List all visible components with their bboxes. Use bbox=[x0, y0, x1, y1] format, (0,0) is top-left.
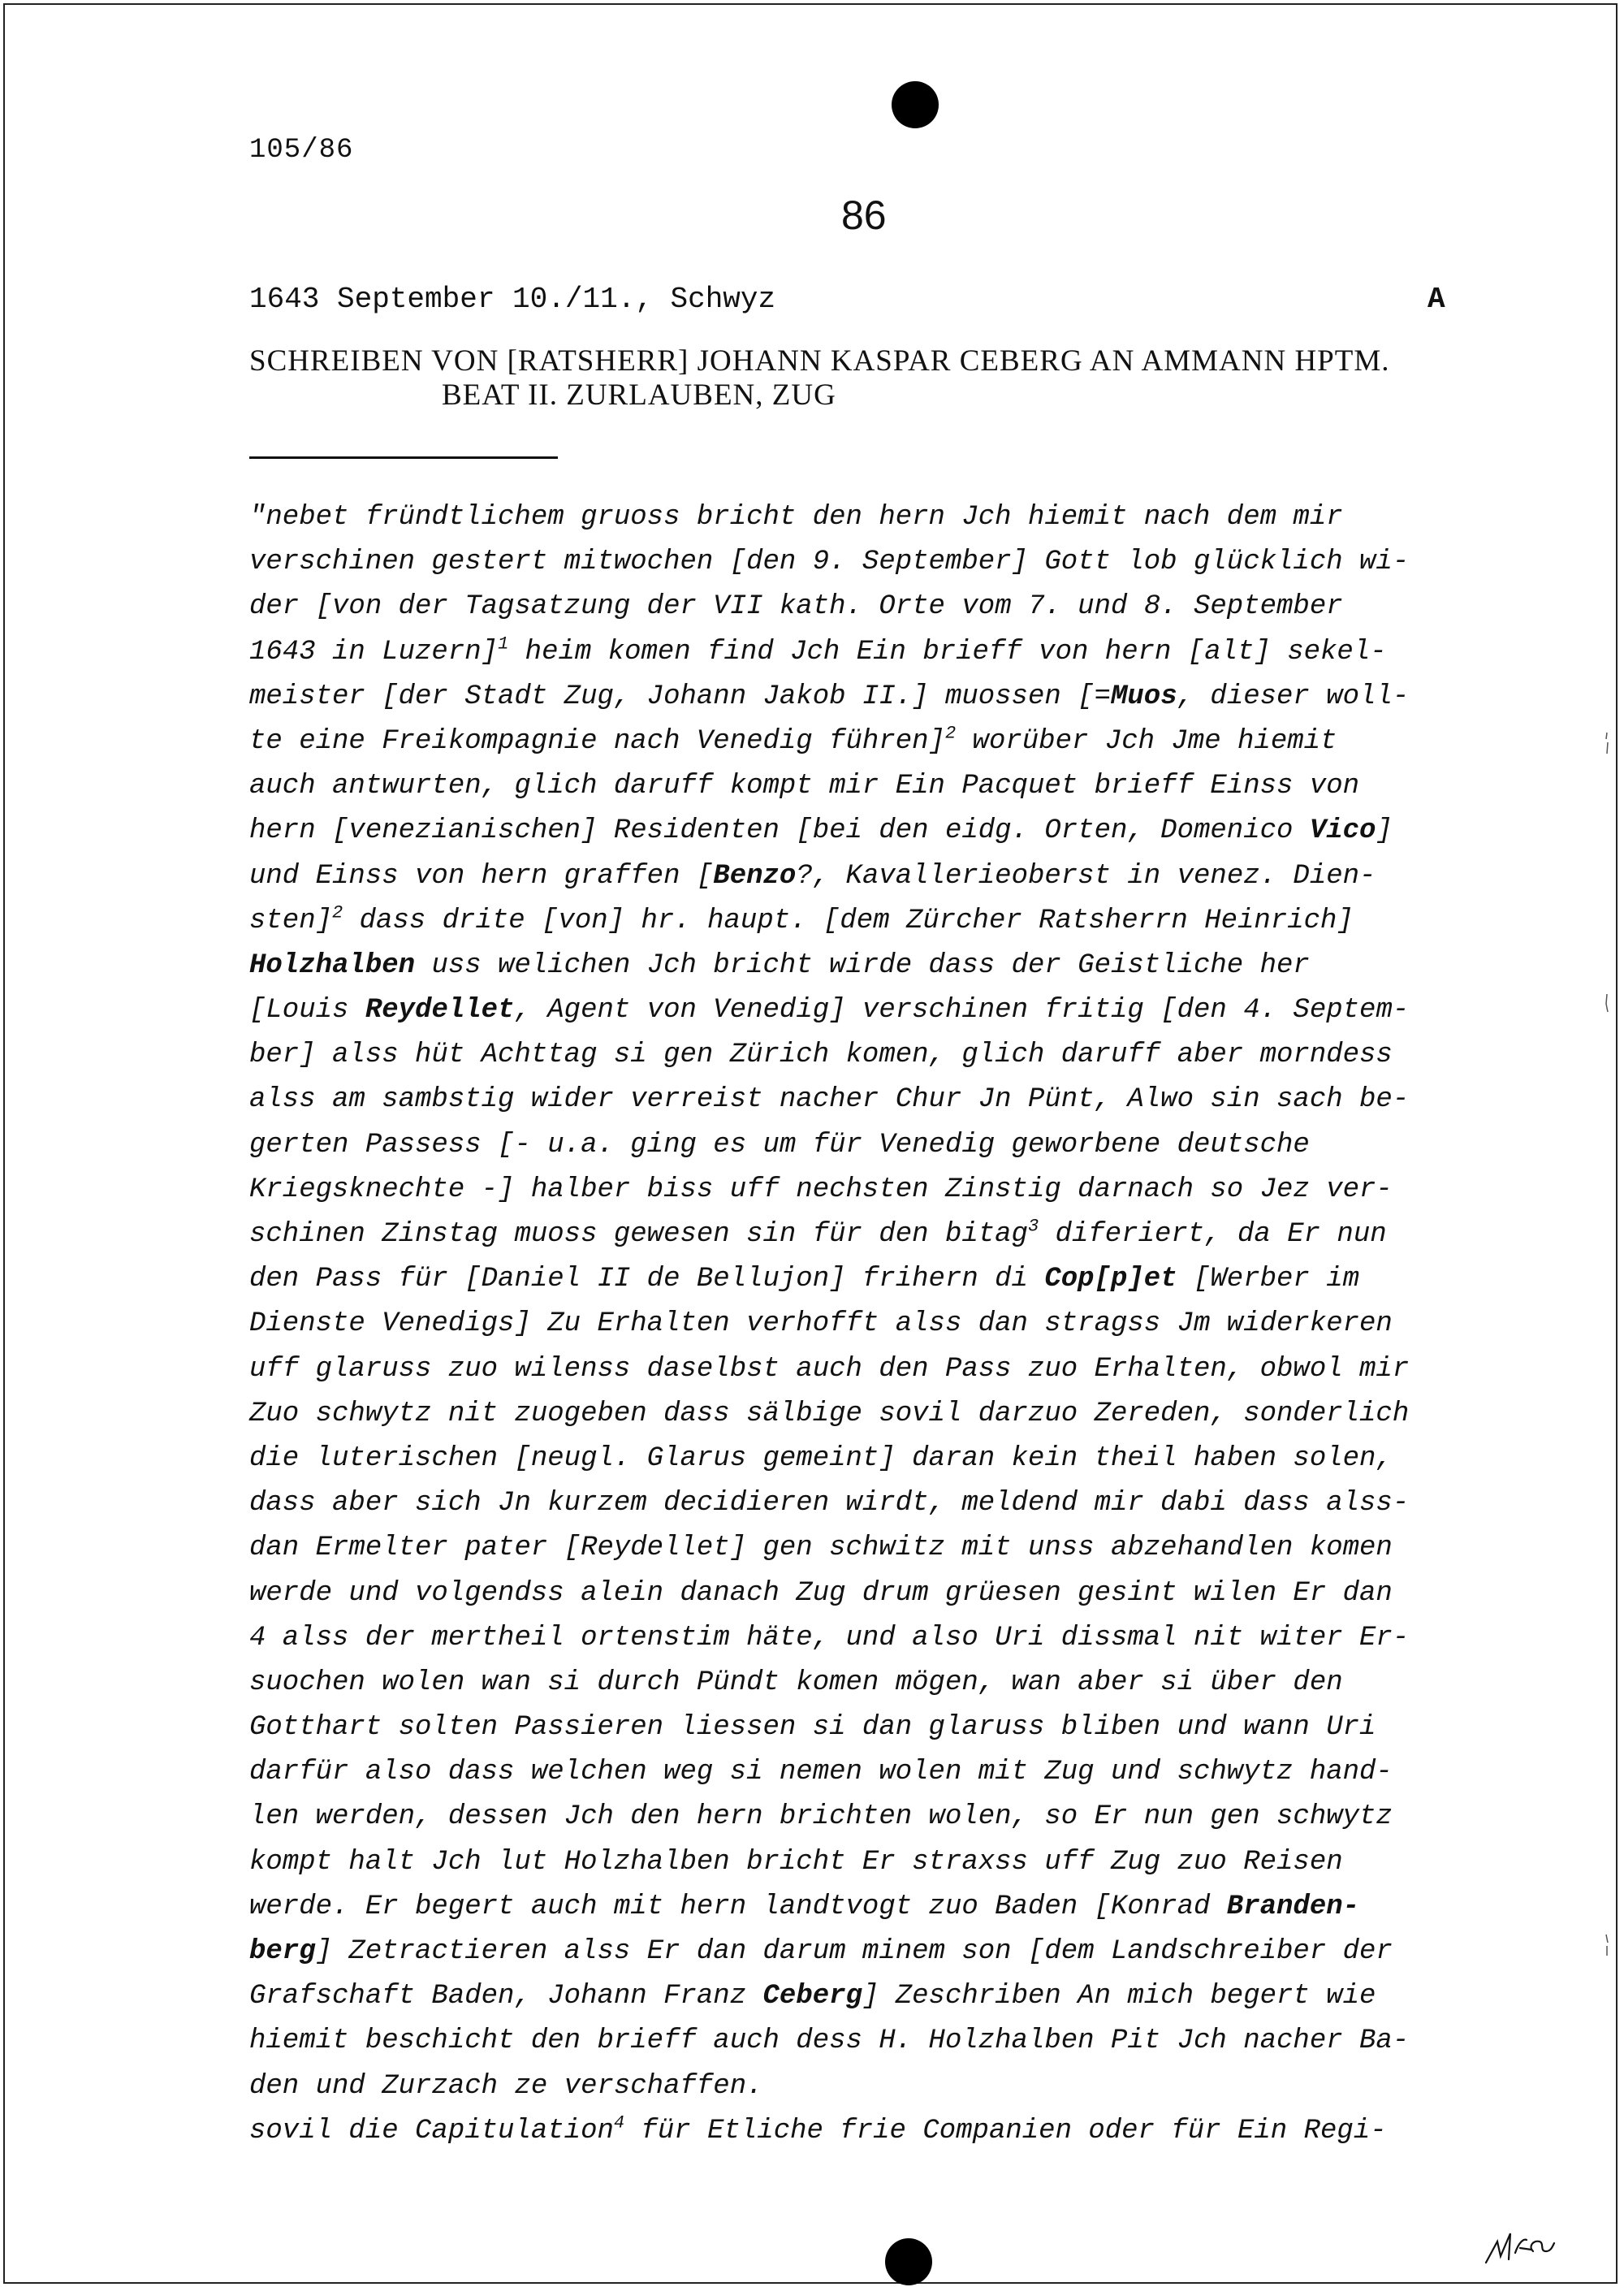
body-line bbox=[249, 1437, 1500, 1481]
body-line bbox=[249, 1930, 1500, 1974]
text-segment: werde und volgendss alein danach Zug drum grüesen gesint wilen Er dan bbox=[249, 1577, 1393, 1609]
document-heading bbox=[249, 344, 1390, 413]
body-line bbox=[249, 1347, 1500, 1392]
footnote-ref: 2 bbox=[332, 902, 343, 923]
text-segment: hern [venezianischen] Residenten [bei den eidg. Orten, Domenico bbox=[249, 815, 1310, 847]
body-line bbox=[249, 495, 1500, 540]
bold-name: berg bbox=[249, 1936, 316, 1967]
body-line bbox=[249, 720, 1500, 764]
body-line bbox=[249, 1706, 1500, 1750]
body-line bbox=[249, 1885, 1500, 1930]
text-segment: Gotthart solten Passieren liessen si dan glaruss bliben und wann Uri bbox=[249, 1712, 1376, 1744]
body-line bbox=[249, 1616, 1500, 1661]
body-line bbox=[249, 2019, 1500, 2064]
text-segment: darfür also dass welchen weg si nemen wolen mit Zug und schwytz hand- bbox=[249, 1757, 1393, 1788]
text-segment: ] bbox=[1376, 815, 1393, 847]
footnote-ref: 2 bbox=[944, 723, 957, 744]
body-line bbox=[249, 1795, 1500, 1840]
text-segment: verschinen gestert mitwochen [den 9. September] Gott lob glücklich wi- bbox=[249, 547, 1410, 578]
text-segment: dass aber sich Jn kurzem decidieren wirdt, meldend mir dabi dass alss- bbox=[249, 1488, 1410, 1520]
text-segment: kompt halt Jch lut Holzhalben bricht Er straxss uff Zug zuo Reisen bbox=[249, 1846, 1343, 1878]
text-segment: [Louis bbox=[249, 995, 365, 1027]
body-line bbox=[249, 899, 1500, 944]
body-line bbox=[249, 1572, 1500, 1616]
footnote-ref: 1 bbox=[498, 633, 509, 655]
text-segment: schinen Zinstag muoss gewesen sin für den bitag bbox=[249, 1219, 1028, 1250]
text-segment: len werden, dessen Jch den hern brichten wolen, so Er nun gen schwytz bbox=[249, 1801, 1393, 1833]
text-segment: Dienste Venedigs] Zu Erhalten verhofft alss dan stragss Jm widerkeren bbox=[249, 1308, 1393, 1340]
text-segment: Zuo schwytz nit zuogeben dass sälbige sovil darzuo Zereden, sonderlich bbox=[249, 1398, 1410, 1429]
text-segment: gerten Passess [- u.a. ging es um für Venedig geworbene deutsche bbox=[249, 1129, 1310, 1161]
body-line bbox=[249, 1392, 1500, 1437]
text-segment: diferiert, da Er nun bbox=[1039, 1219, 1387, 1250]
text-segment: hiemit beschicht den brieff auch dess H. Holzhalben Pit Jch nacher Ba- bbox=[249, 2025, 1410, 2057]
handwritten-initials bbox=[1483, 2224, 1557, 2266]
body-line bbox=[249, 630, 1500, 675]
body-line bbox=[249, 1840, 1500, 1885]
text-segment: ] Zetractieren alss Er dan darum minem son [dem Landschreiber der bbox=[315, 1936, 1393, 1967]
body-line bbox=[249, 944, 1500, 988]
body-line bbox=[249, 585, 1500, 629]
heading-line-1: SCHREIBEN VON [RATSHERR] JOHANN KASPAR CEBERG AN AMMANN HPTM. bbox=[249, 344, 1390, 378]
text-segment: uff glaruss zuo wilenss daselbst auch den Pass zuo Erhalten, obwol mir bbox=[249, 1353, 1410, 1385]
text-segment: te eine Freikompagnie nach Venedig führen] bbox=[249, 725, 945, 757]
letter-body bbox=[249, 495, 1500, 2154]
text-segment: meister [der Stadt Zug, Johann Jakob II.] muossen [= bbox=[249, 681, 1111, 712]
text-segment: die luterischen [neugl. Glarus gemeint] daran kein theil haben solen, bbox=[249, 1442, 1393, 1474]
margin-mark bbox=[1604, 991, 1610, 1015]
footnote-ref: 3 bbox=[1027, 1216, 1039, 1237]
bold-name: Reydellet bbox=[365, 995, 515, 1027]
bold-name: Holzhalben bbox=[249, 949, 416, 981]
text-segment: ] Zeschriben An mich begert wie bbox=[862, 1981, 1376, 2012]
bold-name: Benzo bbox=[713, 860, 797, 892]
body-line bbox=[249, 540, 1500, 585]
body-line bbox=[249, 809, 1500, 854]
text-segment: dan Ermelter pater [Reydellet] gen schwitz mit unss abzehandlen komen bbox=[249, 1533, 1393, 1564]
text-segment: sovil die Capitulation bbox=[249, 2115, 614, 2146]
text-segment: [Werber im bbox=[1177, 1264, 1360, 1295]
text-segment: , Agent von Venedig] verschinen fritig [den 4. Septem- bbox=[514, 995, 1410, 1027]
body-line bbox=[249, 988, 1500, 1033]
text-segment: uss welichen Jch bricht wirde dass der Geistliche her bbox=[415, 949, 1310, 981]
text-segment: 1643 in Luzern] bbox=[249, 636, 499, 668]
text-segment: den und Zurzach ze verschaffen. bbox=[249, 2070, 763, 2102]
body-line bbox=[249, 1123, 1500, 1168]
text-segment: auch antwurten, glich daruff kompt mir Ein Pacquet brieff Einss von bbox=[249, 771, 1360, 802]
text-segment: ?, Kavallerieoberst in venez. Dien- bbox=[796, 860, 1376, 892]
text-segment: "nebet fründtlichem gruoss bricht den hern Jch hiemit nach dem mir bbox=[249, 502, 1343, 533]
date-place: 1643 September 10./11., Schwyz bbox=[249, 283, 776, 316]
footnote-ref: 4 bbox=[613, 2112, 625, 2134]
text-segment: worüber Jch Jme hiemit bbox=[956, 725, 1337, 757]
text-segment: ber] alss hüt Achttag si gen Zürich komen, glich daruff aber morndess bbox=[249, 1040, 1393, 1071]
heading-rule bbox=[249, 456, 558, 459]
body-line bbox=[249, 1481, 1500, 1526]
bold-name: Branden- bbox=[1226, 1891, 1360, 1922]
text-segment: 4 alss der mertheil ortenstim häte, und also Uri dissmal nit witer Er- bbox=[249, 1622, 1410, 1654]
text-segment: sten] bbox=[249, 905, 333, 936]
text-segment: der [von der Tagsatzung der VII kath. Orte vom 7. und 8. September bbox=[249, 591, 1343, 623]
body-line bbox=[249, 1526, 1500, 1571]
body-line bbox=[249, 1033, 1500, 1078]
bold-name: Ceberg bbox=[762, 1981, 862, 2012]
heading-line-2: BEAT II. ZURLAUBEN, ZUG bbox=[442, 378, 836, 412]
bold-name: Cop[p]et bbox=[1044, 1264, 1177, 1295]
punch-hole-bottom bbox=[885, 2238, 932, 2285]
text-segment: dass drite [von] hr. haupt. [dem Zürcher Ratsherrn Heinrich] bbox=[343, 905, 1354, 936]
text-segment: Kriegsknechte -] halber biss uff nechsten Zinstig darnach so Jez ver- bbox=[249, 1174, 1393, 1205]
body-line bbox=[249, 1974, 1500, 2019]
text-segment: Grafschaft Baden, Johann Franz bbox=[249, 1981, 763, 2012]
text-segment: heim komen find Jch Ein brieff von hern [alt] sekel- bbox=[508, 636, 1387, 668]
body-line bbox=[249, 2064, 1500, 2109]
margin-mark bbox=[1604, 731, 1610, 755]
text-segment: alss am sambstig wider verreist nacher Chur Jn Pünt, Alwo sin sach be- bbox=[249, 1084, 1410, 1116]
text-segment: suochen wolen wan si durch Pündt komen mögen, wan aber si über den bbox=[249, 1667, 1343, 1698]
body-line bbox=[249, 1168, 1500, 1213]
punch-hole-top bbox=[892, 81, 939, 128]
body-line bbox=[249, 764, 1500, 809]
body-line bbox=[249, 1302, 1500, 1347]
bold-name: Vico bbox=[1309, 815, 1376, 847]
text-segment: , dieser woll- bbox=[1177, 681, 1410, 712]
body-line bbox=[249, 675, 1500, 720]
text-segment: den Pass für [Daniel II de Bellujon] frihern di bbox=[249, 1264, 1045, 1295]
text-segment: werde. Er begert auch mit hern landtvogt zuo Baden [Konrad bbox=[249, 1891, 1227, 1922]
body-line bbox=[249, 2109, 1500, 2154]
body-line bbox=[249, 854, 1500, 899]
body-line bbox=[249, 1257, 1500, 1302]
page-number: 86 bbox=[841, 192, 887, 238]
body-line bbox=[249, 1661, 1500, 1706]
body-line bbox=[249, 1750, 1500, 1795]
margin-mark bbox=[1604, 1933, 1610, 1957]
document-marker: A bbox=[1427, 283, 1445, 316]
archive-id: 105/86 bbox=[249, 135, 354, 166]
body-line bbox=[249, 1078, 1500, 1122]
text-segment: und Einss von hern graffen [ bbox=[249, 860, 714, 892]
bold-name: Muos bbox=[1110, 681, 1177, 712]
body-line bbox=[249, 1213, 1500, 1257]
text-segment: für Etliche frie Companien oder für Ein Regi- bbox=[624, 2115, 1387, 2146]
